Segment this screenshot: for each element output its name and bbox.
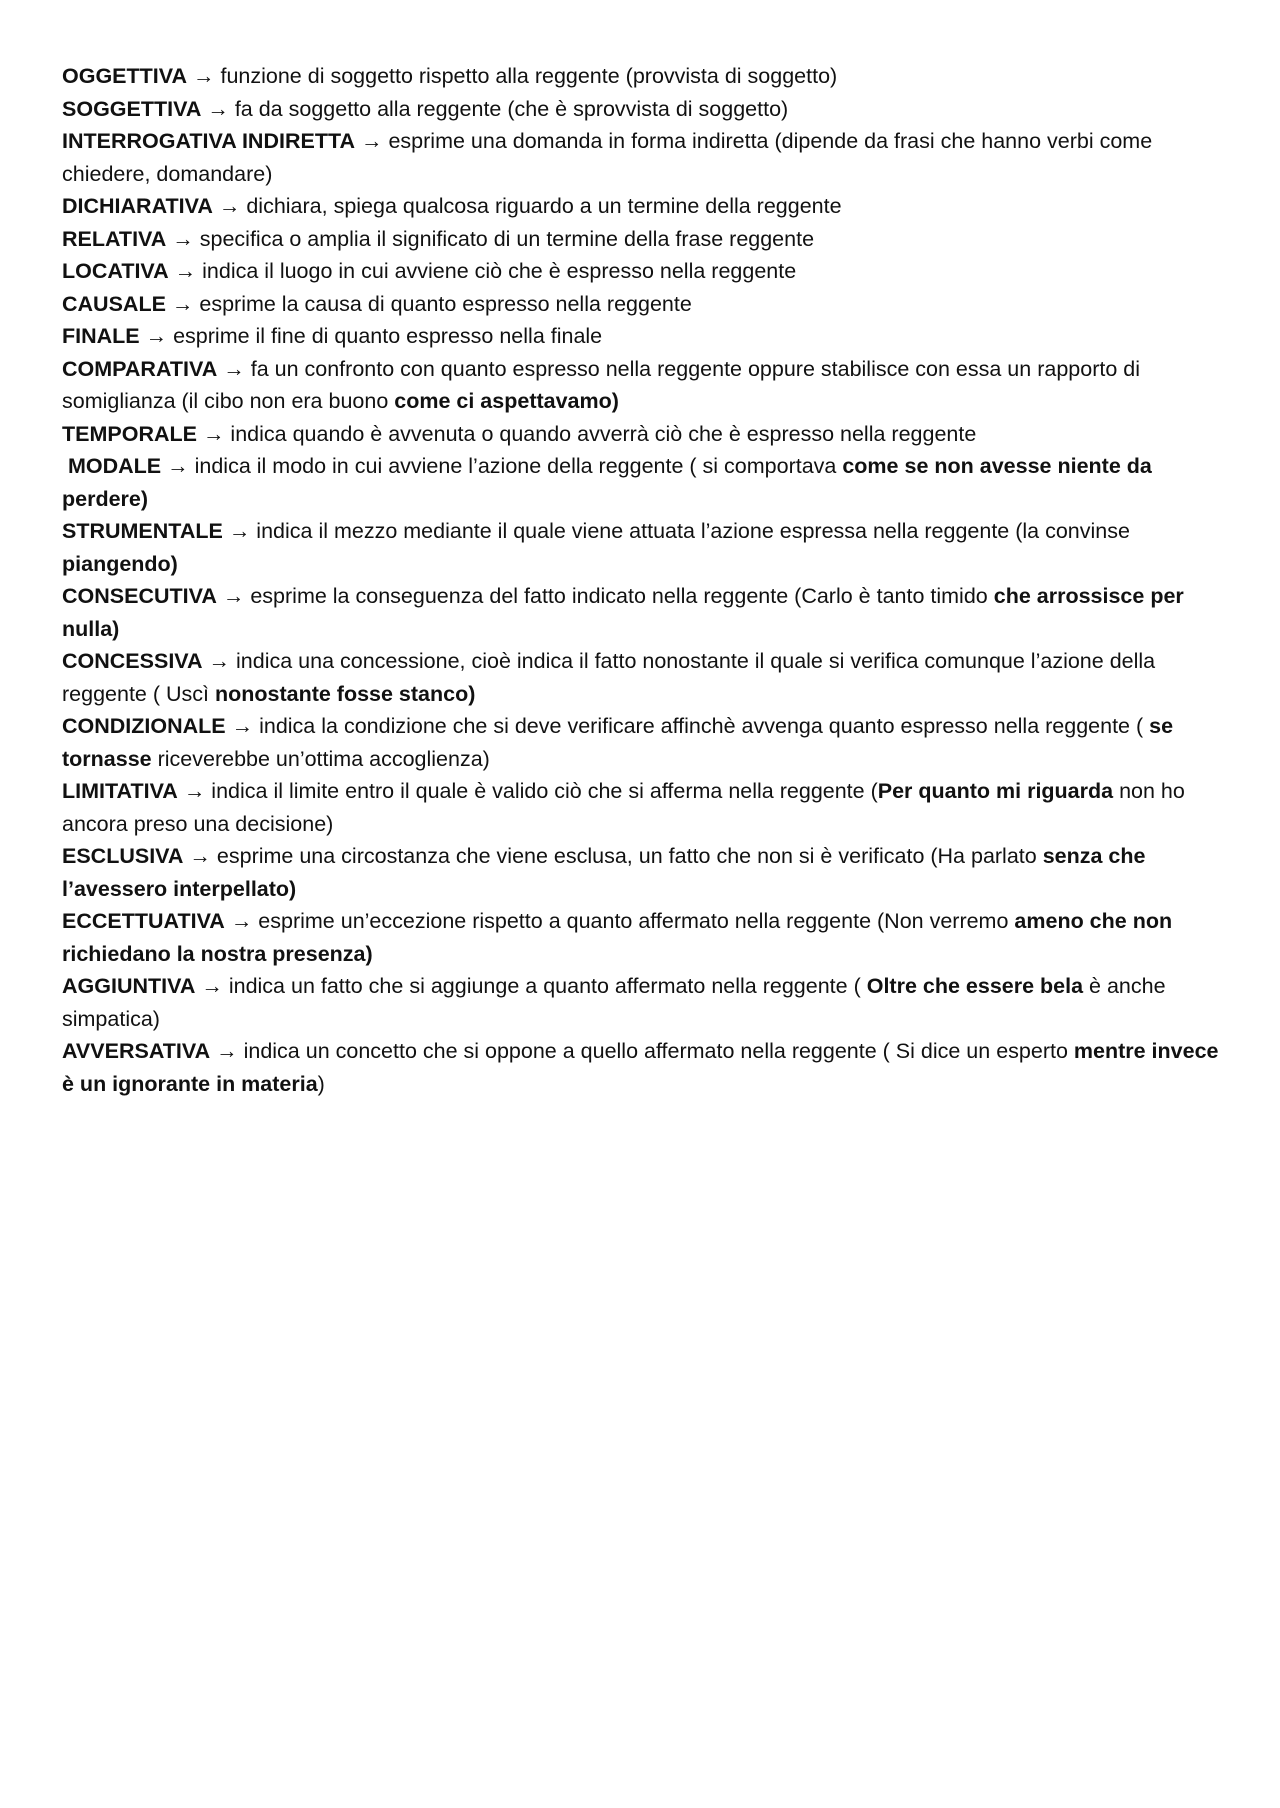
- bold-text: AGGIUNTIVA: [62, 974, 196, 998]
- definition-entry: [62, 710, 1232, 775]
- text: → indica un fatto che si aggiunge a quanto affermato nella reggente (: [195, 974, 867, 998]
- bold-text: LOCATIVA: [62, 259, 169, 283]
- text: riceverebbe un’ottima accoglienza): [151, 746, 490, 771]
- definition-entry: [62, 353, 1232, 418]
- bold-text: MODALE: [62, 454, 162, 478]
- bold-text: CONDIZIONALE: [62, 714, 226, 738]
- text: è anche simpatica): [62, 974, 1172, 1031]
- definition-entry: [62, 775, 1232, 840]
- text: → esprime la conseguenza del fatto indicato nella reggente (Carlo è tanto timido: [216, 584, 994, 608]
- definition-entry: [62, 288, 1232, 321]
- bold-text: ameno che non richiedano la nostra presenza): [62, 909, 1179, 966]
- bold-text: ESCLUSIVA: [62, 844, 184, 868]
- definition-entry: [62, 515, 1232, 580]
- definition-entry: [62, 255, 1232, 288]
- bold-text: CAUSALE: [62, 291, 166, 316]
- definition-entry: [62, 1035, 1232, 1100]
- bold-text: Oltre che essere bela: [866, 974, 1084, 998]
- definition-entry: [62, 418, 1232, 451]
- text: → fa da soggetto alla reggente (che è sprovvista di soggetto): [201, 96, 789, 121]
- bold-text: AVVERSATIVA: [62, 1039, 211, 1063]
- bold-text: come se non avesse niente da perdere): [62, 454, 1158, 511]
- text: → indica il luogo in cui avviene ciò che è espresso nella reggente: [168, 259, 797, 283]
- text: → specifica o amplia il significato di un termine della frase reggente: [166, 226, 815, 251]
- bold-text: TEMPORALE: [62, 421, 197, 446]
- bold-text: DICHIARATIVA: [62, 194, 213, 218]
- definition-entry: [62, 905, 1232, 970]
- text: → indica il mezzo mediante il quale viene attuata l’azione espressa nella reggente (la convinse: [222, 519, 1136, 543]
- bold-text: CONSECUTIVA: [62, 584, 217, 608]
- bold-text: piangendo): [62, 551, 178, 576]
- bold-text: come ci aspettavamo): [394, 389, 619, 413]
- definition-entry: [62, 450, 1232, 515]
- bold-text: mentre invece è un ignorante in materia: [62, 1039, 1225, 1096]
- text: → esprime una circostanza che viene esclusa, un fatto che non si è verificato (Ha parlato: [183, 844, 1043, 868]
- bold-text: se tornasse: [62, 714, 1180, 771]
- bold-text: RELATIVA: [62, 226, 167, 251]
- bold-text: senza che l’avessero interpellato): [62, 844, 1152, 901]
- definition-entry: [62, 223, 1232, 256]
- text: → funzione di soggetto rispetto alla reggente (provvista di soggetto): [187, 64, 838, 88]
- text: → dichiara, spiega qualcosa riguardo a un termine della reggente: [212, 194, 842, 218]
- text: → indica un concetto che si oppone a quello affermato nella reggente ( Si dice un esperto: [210, 1039, 1074, 1063]
- bold-text: STRUMENTALE: [62, 519, 223, 543]
- bold-text: INTERROGATIVA INDIRETTA: [62, 129, 356, 153]
- text: → esprime la causa di quanto espresso nella reggente: [165, 291, 692, 316]
- bold-text: che arrossisce per nulla): [62, 584, 1190, 641]
- definition-entry: [62, 580, 1232, 645]
- definition-entry: [62, 970, 1232, 1035]
- bold-text: SOGGETTIVA: [62, 96, 202, 121]
- text: ): [317, 1071, 325, 1096]
- text: → indica il modo in cui avviene l’azione della reggente ( si comportava: [161, 454, 843, 478]
- bold-text: COMPARATIVA: [62, 356, 218, 381]
- bold-text: FINALE: [62, 324, 140, 348]
- bold-text: CONCESSIVA: [62, 649, 203, 673]
- definition-entry: [62, 320, 1232, 353]
- definition-entry: [62, 125, 1232, 190]
- bold-text: ECCETTUATIVA: [62, 909, 225, 933]
- text: → esprime una domanda in forma indiretta (dipende da frasi che hanno verbi come chiedere, domandare): [62, 129, 1159, 186]
- definition-entry: [62, 93, 1232, 126]
- document-body: [62, 60, 1232, 1100]
- bold-text: Per quanto mi riguarda: [877, 779, 1114, 803]
- text: → indica una concessione, cioè indica il fatto nonostante il quale si verifica comunque l’azione della reggente ( Uscì: [62, 649, 1162, 706]
- text: → indica il limite entro il quale è valido ciò che si afferma nella reggente (: [177, 779, 878, 803]
- text: → fa un confronto con quanto espresso nella reggente oppure stabilisce con essa un rapporto di somiglianza (il cibo non era buono: [62, 356, 1146, 413]
- bold-text: LIMITATIVA: [62, 779, 178, 803]
- bold-text: nonostante fosse stanco): [214, 681, 476, 706]
- definition-entry: [62, 840, 1232, 905]
- text: → esprime un’eccezione rispetto a quanto affermato nella reggente (Non verremo: [224, 909, 1015, 933]
- definition-entry: [62, 190, 1232, 223]
- text: non ho ancora preso una decisione): [62, 779, 1191, 836]
- text: → indica quando è avvenuta o quando avverrà ciò che è espresso nella reggente: [196, 421, 977, 446]
- text: → indica la condizione che si deve verificare affinchè avvenga quanto espresso nella reggente (: [225, 714, 1150, 738]
- bold-text: OGGETTIVA: [62, 64, 188, 88]
- definition-entry: [62, 60, 1232, 93]
- definition-entry: [62, 645, 1232, 710]
- text: → esprime il fine di quanto espresso nella finale: [139, 324, 603, 348]
